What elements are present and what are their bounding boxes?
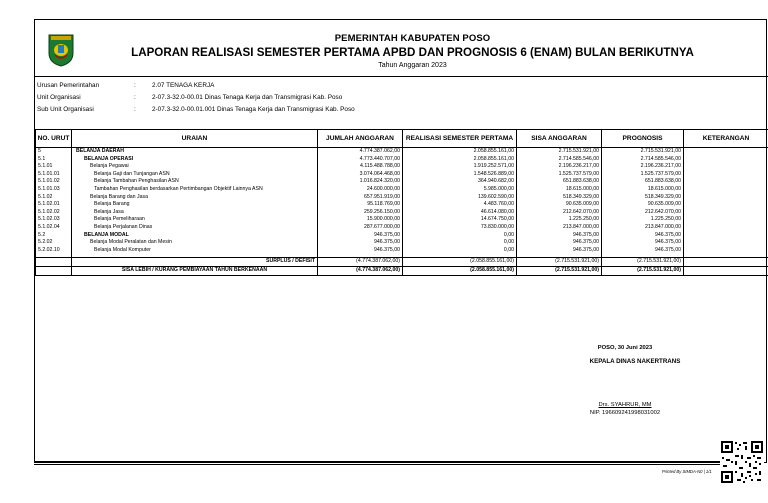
row-sisa: 212.642.070,00 xyxy=(517,209,602,217)
silpa-prognosis: (2.715.531.921,00) xyxy=(602,266,684,275)
row-anggaran: 1.016.824.320,00 xyxy=(318,178,403,186)
row-no: 5.2.02.10 xyxy=(36,247,72,255)
row-realisasi: 2.058.855.161,00 xyxy=(403,156,517,164)
row-keterangan xyxy=(684,186,768,194)
row-prognosis: 2.714.585.546,00 xyxy=(602,156,684,164)
signature-position: KEPALA DINAS NAKERTRANS xyxy=(589,358,681,365)
row-realisasi: 1.548.526.889,00 xyxy=(403,171,517,179)
row-sisa: 946.375,00 xyxy=(517,239,602,247)
row-keterangan xyxy=(684,171,768,179)
empty-cell xyxy=(684,266,768,275)
row-sisa: 651.883.638,00 xyxy=(517,178,602,186)
silpa-row xyxy=(36,266,768,275)
row-no: 5.1.01.02 xyxy=(36,178,72,186)
row-realisasi: 2.058.855.161,00 xyxy=(403,148,517,156)
row-realisasi: 14.674.750,00 xyxy=(403,216,517,224)
row-keterangan xyxy=(684,163,768,171)
row-uraian: Belanja Barang dan Jasa xyxy=(72,194,318,202)
info-value: 2.07 TENAGA KERJA xyxy=(152,82,215,89)
footer-divider xyxy=(34,464,724,465)
surplus-prognosis: (2.715.531.921,00) xyxy=(602,258,684,267)
row-sisa: 18.615.000,00 xyxy=(517,186,602,194)
row-sisa: 946.375,00 xyxy=(517,232,602,240)
empty-cell xyxy=(684,258,768,267)
col-header-keterangan: KETERANGAN xyxy=(684,130,768,148)
footer-divider xyxy=(34,461,724,462)
table-row xyxy=(36,148,768,156)
row-anggaran: 287.677.000,00 xyxy=(318,224,403,232)
col-header-no: NO. URUT xyxy=(36,130,72,148)
row-no: 5.1 xyxy=(36,156,72,164)
row-prognosis: 946.375,00 xyxy=(602,232,684,240)
row-prognosis: 18.615.000,00 xyxy=(602,186,684,194)
surplus-anggaran: (4.774.387.062,00) xyxy=(318,258,403,267)
surplus-label: SURPLUS / DEFISIT xyxy=(72,258,318,267)
row-no: 5.2 xyxy=(36,232,72,240)
row-anggaran: 4.115.488.788,00 xyxy=(318,163,403,171)
budget-table xyxy=(35,129,768,276)
row-prognosis: 2.196.236.217,00 xyxy=(602,163,684,171)
info-value: 2-07.3-32.0-00.01.001 Dinas Tenaga Kerja dan Transmigrasi Kab. Poso xyxy=(152,106,355,113)
row-uraian: BELANJA DAERAH xyxy=(72,148,318,156)
row-realisasi: 0,00 xyxy=(403,232,517,240)
row-anggaran: 259.256.150,00 xyxy=(318,209,403,217)
row-prognosis: 212.642.070,00 xyxy=(602,209,684,217)
row-keterangan xyxy=(684,194,768,202)
row-no: 5.1.02.01 xyxy=(36,201,72,209)
row-keterangan xyxy=(684,156,768,164)
table-header-row xyxy=(36,130,768,148)
silpa-label: SISA LEBIH / KURANG PEMBIAYAAN TAHUN BERKENAAN xyxy=(72,266,318,275)
row-no: 5.1.01.01 xyxy=(36,171,72,179)
row-realisasi: 5.985.000,00 xyxy=(403,186,517,194)
table-row xyxy=(36,201,768,209)
surplus-row xyxy=(36,258,768,267)
col-header-uraian: URAIAN xyxy=(72,130,318,148)
row-sisa: 518.349.329,00 xyxy=(517,194,602,202)
surplus-sisa: (2.715.531.921,00) xyxy=(517,258,602,267)
row-sisa: 2.196.236.217,00 xyxy=(517,163,602,171)
fiscal-year: Tahun Anggaran 2023 xyxy=(378,62,447,69)
row-uraian: Belanja Tambahan Penghasilan ASN xyxy=(72,178,318,186)
table-row xyxy=(36,216,768,224)
row-anggaran: 3.074.064.468,00 xyxy=(318,171,403,179)
info-label: Unit Organisasi xyxy=(37,94,81,101)
government-title: PEMERINTAH KABUPATEN POSO xyxy=(334,33,491,44)
row-prognosis: 1.225.250,00 xyxy=(602,216,684,224)
row-prognosis: 946.375,00 xyxy=(602,239,684,247)
row-prognosis: 946.375,00 xyxy=(602,247,684,255)
row-realisasi: 73.830.000,00 xyxy=(403,224,517,232)
row-realisasi: 4.483.760,00 xyxy=(403,201,517,209)
empty-cell xyxy=(36,258,72,267)
row-uraian: BELANJA OPERASI xyxy=(72,156,318,164)
row-uraian: Belanja Modal Peralatan dan Mesin xyxy=(72,239,318,247)
info-label: Urusan Pemerintahan xyxy=(37,82,100,89)
row-sisa: 213.847.000,00 xyxy=(517,224,602,232)
row-anggaran: 4.774.387.062,00 xyxy=(318,148,403,156)
row-uraian: BELANJA MODAL xyxy=(72,232,318,240)
row-keterangan xyxy=(684,216,768,224)
row-anggaran: 4.773.440.707,00 xyxy=(318,156,403,164)
row-prognosis: 213.847.000,00 xyxy=(602,224,684,232)
surplus-realisasi: (2.058.855.161,00) xyxy=(403,258,517,267)
row-uraian: Belanja Jasa xyxy=(72,209,318,217)
row-uraian: Belanja Gaji dan Tunjangan ASN xyxy=(72,171,318,179)
row-keterangan xyxy=(684,201,768,209)
row-prognosis: 651.883.638,00 xyxy=(602,178,684,186)
row-keterangan xyxy=(684,178,768,186)
col-header-anggaran: JUMLAH ANGGARAN xyxy=(318,130,403,148)
table-row xyxy=(36,232,768,240)
report-title: LAPORAN REALISASI SEMESTER PERTAMA APBD DAN PROGNOSIS 6 (ENAM) BULAN BERIKUTNYA xyxy=(131,46,694,59)
info-separator: : xyxy=(134,94,136,101)
row-realisasi: 0,00 xyxy=(403,239,517,247)
info-label: Sub Unit Organisasi xyxy=(37,106,94,113)
col-header-sisa: SISA ANGGARAN xyxy=(517,130,602,148)
row-no: 5.1.02.02 xyxy=(36,209,72,217)
row-no: 5.1.02.04 xyxy=(36,224,72,232)
row-no: 5.2.02 xyxy=(36,239,72,247)
row-sisa: 1.525.737.579,00 xyxy=(517,171,602,179)
empty-cell xyxy=(36,266,72,275)
info-unit xyxy=(37,94,342,101)
row-no: 5.1.01.03 xyxy=(36,186,72,194)
row-anggaran: 946.375,00 xyxy=(318,247,403,255)
row-realisasi: 1.919.252.571,00 xyxy=(403,163,517,171)
table-row xyxy=(36,209,768,217)
signature-nip: NIP. 196609241998031002 xyxy=(589,410,661,416)
row-anggaran: 657.951.919,00 xyxy=(318,194,403,202)
silpa-realisasi: (2.058.855.161,00) xyxy=(403,266,517,275)
col-header-realisasi: REALISASI SEMESTER PERTAMA xyxy=(403,130,517,148)
row-keterangan xyxy=(684,148,768,156)
table-row xyxy=(36,171,768,179)
table-row xyxy=(36,178,768,186)
row-no: 5.1.02.03 xyxy=(36,216,72,224)
row-anggaran: 946.375,00 xyxy=(318,232,403,240)
qr-code-icon xyxy=(720,440,764,484)
row-realisasi: 364.940.682,00 xyxy=(403,178,517,186)
row-keterangan xyxy=(684,232,768,240)
row-uraian: Tambahan Penghasilan berdasarkan Pertimbangan Objektif Lainnya ASN xyxy=(72,186,318,194)
row-anggaran: 946.375,00 xyxy=(318,239,403,247)
row-realisasi: 139.602.590,00 xyxy=(403,194,517,202)
row-keterangan xyxy=(684,209,768,217)
row-sisa: 946.375,00 xyxy=(517,247,602,255)
signature-name: Drs. SYAHRUR, MM xyxy=(598,402,652,408)
row-realisasi: 0,00 xyxy=(403,247,517,255)
row-prognosis: 2.715.531.921,00 xyxy=(602,148,684,156)
row-realisasi: 46.614.080,00 xyxy=(403,209,517,217)
table-row xyxy=(36,156,768,164)
table-row xyxy=(36,194,768,202)
row-uraian: Belanja Barang xyxy=(72,201,318,209)
col-header-prognosis: PROGNOSIS xyxy=(602,130,684,148)
silpa-sisa: (2.715.531.921,00) xyxy=(517,266,602,275)
row-sisa: 2.715.531.921,00 xyxy=(517,148,602,156)
table-row xyxy=(36,163,768,171)
row-uraian: Belanja Pegawai xyxy=(72,163,318,171)
table-row xyxy=(36,247,768,255)
table-row xyxy=(36,239,768,247)
silpa-anggaran: (4.774.387.062,00) xyxy=(318,266,403,275)
row-sisa: 1.225.250,00 xyxy=(517,216,602,224)
info-separator: : xyxy=(134,82,136,89)
info-urusan xyxy=(37,82,214,89)
row-no: 5 xyxy=(36,148,72,156)
row-no: 5.1.02 xyxy=(36,194,72,202)
row-keterangan xyxy=(684,239,768,247)
row-prognosis: 90.635.009,00 xyxy=(602,201,684,209)
row-anggaran: 24.600.000,00 xyxy=(318,186,403,194)
info-separator: : xyxy=(134,106,136,113)
row-no: 5.1.01 xyxy=(36,163,72,171)
report-page xyxy=(34,19,767,463)
table-row xyxy=(36,186,768,194)
info-sub-unit xyxy=(37,106,355,113)
info-value: 2-07.3-32.0-00.01 Dinas Tenaga Kerja dan Transmigrasi Kab. Poso xyxy=(152,94,343,101)
row-uraian: Belanja Perjalanan Dinas xyxy=(72,224,318,232)
printed-by-label: Printed By SIMDA-N0 | 1/1 xyxy=(662,469,712,474)
row-sisa: 2.714.585.546,00 xyxy=(517,156,602,164)
row-sisa: 90.635.009,00 xyxy=(517,201,602,209)
row-prognosis: 518.349.329,00 xyxy=(602,194,684,202)
row-uraian: Belanja Modal Komputer xyxy=(72,247,318,255)
row-anggaran: 15.900.000,00 xyxy=(318,216,403,224)
row-keterangan xyxy=(684,224,768,232)
signature-place-date: POSO, 30 Juni 2023 xyxy=(597,345,653,351)
table-row xyxy=(36,224,768,232)
row-keterangan xyxy=(684,247,768,255)
row-anggaran: 95.118.769,00 xyxy=(318,201,403,209)
row-uraian: Belanja Pemeliharaan xyxy=(72,216,318,224)
table-body xyxy=(36,148,768,258)
row-prognosis: 1.525.737.579,00 xyxy=(602,171,684,179)
header-divider xyxy=(35,76,768,77)
